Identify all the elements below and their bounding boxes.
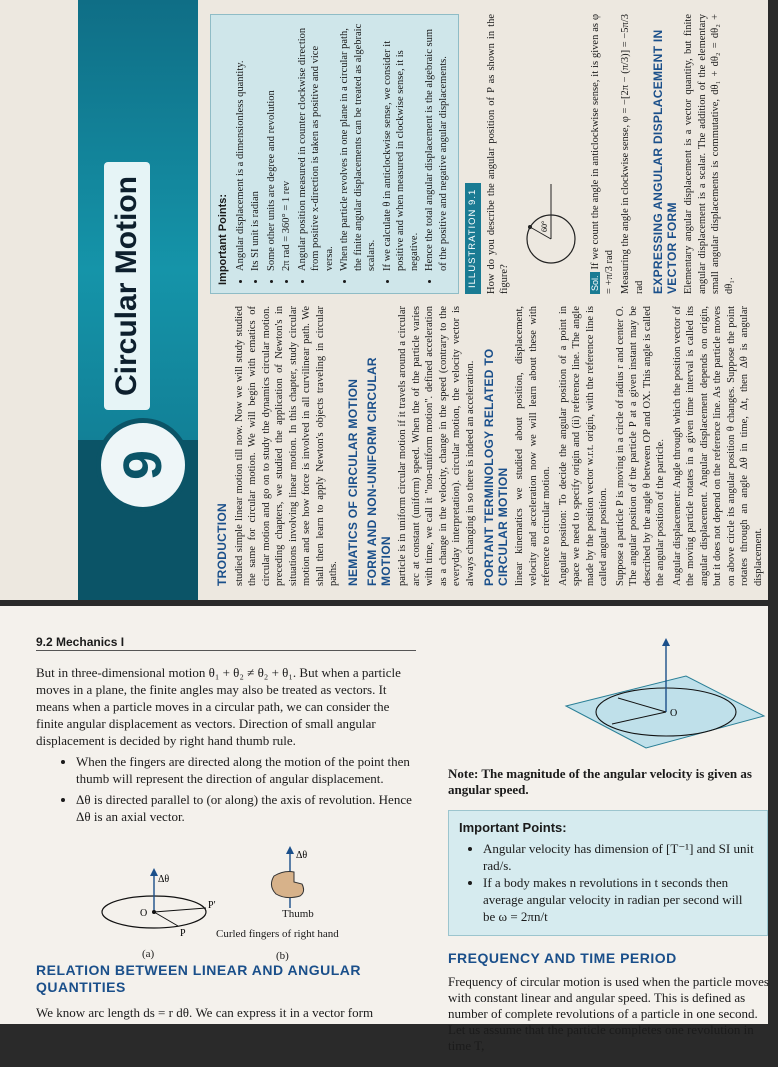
angular-position-paragraph: Angular position: To decide the angular position of a point in space we need to specify origin and (ii) reference line. The angle made by the position vector w.r.t. origin, with the reference line is called angular position. [557, 306, 609, 586]
solution-label: Sol. [590, 272, 600, 294]
bullet-fingers: • When the fingers are directed along the motion of the point then thumb will represent the direction of angular displacement. [76, 753, 420, 787]
important-point: • Hence the total angular displacement is the algebraic sum of the positive and negative angular displacements. [423, 23, 450, 271]
frequency-paragraph: Frequency of circular motion is used when the particle moves with constant linear and angular speed. This is defined as number of complete revolutions of a particle in one second. Let us assume that the particle completes one revolution in time T, [448, 974, 769, 1053]
solution-text [589, 14, 616, 294]
relation-heading: RELATION BETWEEN LINEAR AND ANGULAR QUANTITIES [36, 962, 361, 995]
important-point: • 2π rad = 360° = 1 rev [280, 23, 294, 271]
chapter-title: Circular Motion [104, 162, 150, 410]
illustration-tag: ILLUSTRATION 9.1 [465, 183, 481, 294]
expressing-paragraph: Elementary angular displacement is a vector quantity, but finite angular displacement is a scalar. The addition of the elementary small angular displacements is commutative, dθ₁ + dθ₂ = dθ₂ + dθ₁. [683, 14, 735, 294]
kinematics-heading: NEMATICS OF CIRCULAR MOTION [345, 378, 360, 586]
important-point: • Angular displacement is a dimensionless quantity. [234, 23, 248, 271]
angular-displacement-paragraph: Angular displacement: Angle through which the position vector of the moving particle rotates in a given time interval is called its angular displacement. Angular displacement depends on origin, but it does not depend on the reference line. As the particle moves on above circle its angular position θ changes. Suppose the point rotates through an angle Δθ in time, Δt, then Δθ is angular displacement. [671, 306, 764, 586]
clockwise-text: Measuring the angle in clockwise sense, φ = −[2π − (π/3)] = −5π/3 rad [620, 14, 645, 294]
important-points-title: Important Points: [217, 193, 229, 285]
illustration-question: How do you describe the angular position of P as shown in the figure? [485, 14, 510, 294]
introduction-heading: TRODUCTION [215, 503, 229, 586]
point-p-prime-label: P′ [208, 900, 216, 911]
important-point: • Angular velocity has dimension of [T⁻¹] and SI unit rad/s. [483, 840, 757, 874]
right-column [448, 766, 778, 1067]
important-points-box [448, 810, 768, 936]
important-points-title: Important Points: [459, 820, 567, 835]
important-point: • Some other units are degree and revolution [265, 23, 279, 271]
note-text [448, 766, 778, 798]
header-rule [36, 650, 416, 651]
terminology-paragraph: linear kinematics we studied about position, displacement, velocity and acceleration now we will learn about these with reference to circular motion. [514, 306, 552, 586]
important-point: • When the particle revolves in one plane in a circular path, the finite angular displacements can be treated as algebraic scalars. [338, 23, 379, 271]
delta-theta-label: Δθ [158, 874, 170, 885]
figure-b-caption: (b) [276, 950, 289, 962]
expressing-heading: EXPRESSING ANGULAR DISPLACEMENT IN VECTOR FORM [651, 29, 679, 294]
hand-delta-theta-label: Δθ [296, 850, 308, 861]
uniform-paragraph: particle is in uniform circular motion if it travels around a circular arc at constant (uniform) speed. When the of the particle varies with time, we call it "non-uniform motion". defined acceleration as a change in the velocity, change in the speed (contrary to the everyday interpretation). circular motion, the velocity vector is always changing in so there is indeed an acceleration. [397, 306, 476, 586]
illustration-circle-diagram [515, 174, 585, 294]
important-point: • If a body makes n revolutions in t seconds then average angular velocity in radian per second will be ω = 2πn/t [483, 874, 757, 925]
important-point: • Its SI unit is radian [249, 23, 263, 271]
curled-fingers-label: Curled fingers of right hand [216, 928, 339, 940]
figure-a-circle-diagram [96, 864, 236, 950]
solution-body: If we count the angle in anticlockwise sense, it is given as φ = +π/3 rad [590, 14, 615, 294]
note-body: Note: The magnitude of the angular velocity is given as angular speed. [448, 766, 752, 797]
left-column [36, 664, 420, 829]
disc-origin-label: O [670, 708, 678, 719]
left-column [210, 306, 768, 586]
angle-label: 60° [539, 220, 549, 232]
relation-section [36, 962, 396, 998]
uniform-heading: FORM AND NON-UNIFORM CIRCULAR MOTION [365, 357, 393, 586]
chapter-number: 9 [96, 418, 190, 512]
terminology-heading: PORTANT TERMINOLOGY RELATED TO CIRCULAR MOTION [482, 348, 510, 586]
important-points-box [210, 14, 459, 294]
right-column [210, 14, 739, 294]
thumb-label: Thumb [282, 908, 314, 920]
point-p-label: P [180, 928, 186, 939]
arc-length-text: We know arc length ds = r dθ. We can express it in a vector form [36, 1005, 374, 1020]
page-header: 9.2 Mechanics I [36, 635, 125, 649]
rotating-disc-diagram [556, 636, 768, 756]
suppose-paragraph: Suppose a particle P is moving in a circle of radius r and center O. The angular position of the particle P at a given instant may be described by the angle θ between OP and OX. This angle is called the angular position of the particle. [614, 306, 666, 586]
bullet-axial-vector: • Δθ is directed parallel to (or along) the axis of revolution. Hence Δθ is an axial vector. [76, 791, 420, 825]
important-point: • If we calculate θ in anticlockwise sense, we consider it positive and when measured in clockwise sense, it is negative. [381, 23, 422, 271]
origin-label: O [140, 908, 148, 919]
figure-a-caption: (a) [142, 948, 155, 960]
paragraph-three-dimensional: But in three-dimensional motion θ₁ + θ₂ ≠ θ₂ + θ₁. But when a particle moves in a plane, the finite angles may also be treated as vectors. It means when a particle moves in a circular path, we can consider the finite angular displacement as vectors. Direction of small angular displacement is decided by right hand thumb rule. [36, 665, 401, 748]
frequency-heading: FREQUENCY AND TIME PERIOD [448, 950, 677, 966]
important-point: • Angular position measured in counter clockwise direction from positive x-direction is taken as positive and vice versa. [296, 23, 337, 271]
intro-paragraph: studied simple linear motion till now. Now we will study studied the same for circular motion. We will begin with ematics of circular motion and go on to study the dynamics circular motion. preceding chapters, we studied the application of Newton's in situations involving linear motion. In this chapter, study circular motion and see how force is involved in all curvilinear path. We shall then learn to apply Newton's objects traveling in circular paths. [233, 306, 339, 586]
book-page [0, 606, 769, 1053]
